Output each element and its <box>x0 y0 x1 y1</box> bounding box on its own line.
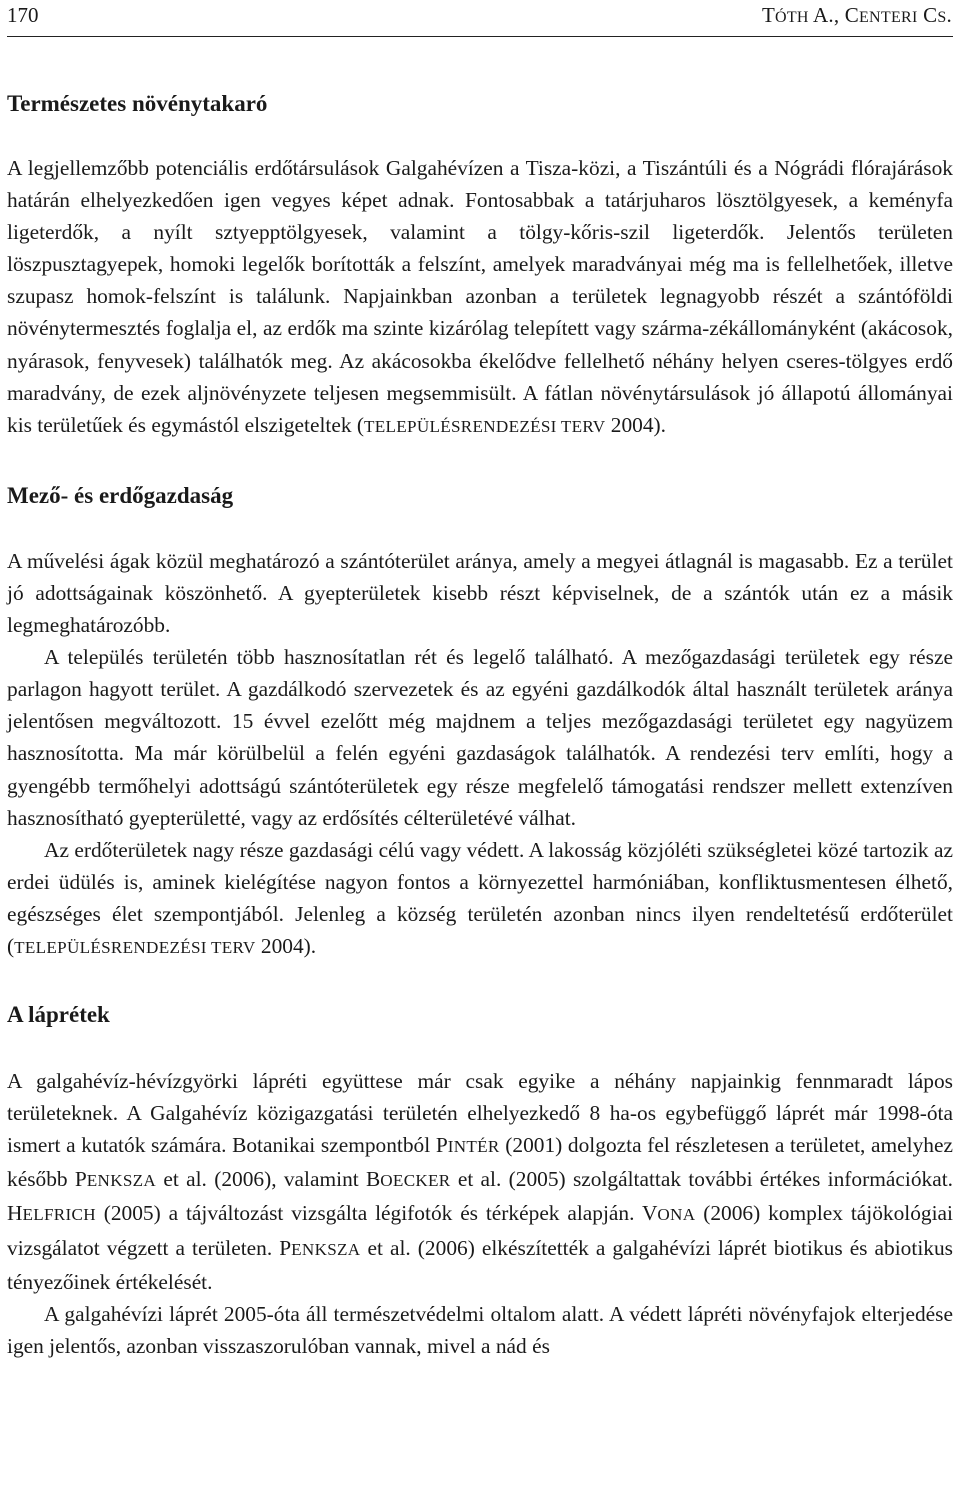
paragraph-termeszetes-novenytakaro: A legjellemzőbb potenciális erdőtársulások Galgahévízen a Tisza-közi, a Tiszántúli és a Nógrádi flórajárások határán elhelyezkedően igen vegyes képet adnak. Fontosabbak a tatárjuharos lösztölgyesek, a keményfa ligeterdők, a nyílt sztyepptölgyesek, valamint a tölgy-kőris-szil ligeterdők. Jelentős területen löszpusztagyepek, homoki legelők borították a felszínt, amelyek maradványai még ma is fellelhetőek, illetve szupasz homok-felszínt is találunk. Napjainkban azonban a területek legnagyobb részét a szántóföldi növénytermesztés foglalja el, az erdők ma szinte kizárólag telepített vagy szárma-zékállományként (akácosok, nyárasok, fenyvesek) találhatók meg. Az akácosokba ékelődve fellelhető néhány helyen cseres-tölgyes erdő maradvány, de ezek aljnövényzete teljesen megsemmisült. A fátlan növénytársulások jó állapotú állományai kis területűek és egymástól elszigeteltek (TELEPÜLÉSRENDEZÉSI TERV 2004). <box>7 156 953 437</box>
running-head-authors: TÓTH A., CENTERI CS. <box>761 3 952 27</box>
paragraph-mezo-3: Az erdőterületek nagy része gazdasági célú vagy védett. A lakosság közjóléti szükségletei közé tartozik az erdei üdülés is, aminek kielégítése nagyon fontos a környezettel harmóniában, konfliktusmentesen élhető, egészséges élet szempontjából. Jelenleg a község területén azonban nincs ilyen rendeltetésű erdőterület (TELEPÜLÉSRENDEZÉSI TERV 2004). <box>7 837 953 958</box>
citation-small-caps: TELEPÜLÉSRENDEZÉSI TERV <box>14 937 256 957</box>
section-heading-termeszetes-novenytakaro: Természetes növénytakaró <box>7 91 268 116</box>
paragraph-mezo-2: A település területén több hasznosítatlan rét és legelő található. A mezőgazdasági területek egy része parlagon hagyott terület. A gazdálkodó szervezetek és az egyéni gazdálkodók által használt területek aránya jelentősen megváltozott. 15 évvel ezelőtt még majdnem a teljes mezőgazdasági területet egy nagyüzem hasznosította. Ma már körülbelül a felén egyéni gazdaságok találhatók. A rendezési terv említi, hogy a gyengébb termőhelyi adottságú szántóterületek egy része megfelelő támogatási rendszer mellett extenzíven hasznosítható gyepterületté, vagy az erdősítés célterületévé válhat. <box>7 645 953 830</box>
citation-small-caps: TELEPÜLÉSRENDEZÉSI TERV <box>364 416 606 436</box>
document-page <box>7 0 953 1362</box>
paragraph-lapretek-1: A galgahévíz-hévízgyörki lápréti együttese már csak egyike a néhány napjainkig fennmaradt lápos területeknek. A Galgahévíz közigazgatási területén elhelyezkedő 8 ha-os egybefüggő láprét már 1998-óta ismert a kutatók számára. Botanikai szempontból PINTÉR (2001) dolgozta fel részletesen a területet, amelyhez később PENKSZA et al. (2006), valamint BOECKER et al. (2005) szolgáltattak további értékes információkat. HELFRICH (2005) a tájváltozást vizsgálta légifotók és térképek alapján. VONA (2006) komplex tájökológiai vizsgálatot végzett a területen. PENKSZA et al. (2006) elkészítették a galgahévízi láprét biotikus és abiotikus tényezőinek értékelését. <box>7 1069 953 1294</box>
paragraph-lapretek-2: A galgahévízi láprét 2005-óta áll természetvédelmi oltalom alatt. A védett lápréti növényfajok elterjedése igen jelentős, azonban visszaszorulóban vannak, mivel a nád és <box>7 1301 953 1358</box>
page-number: 170 <box>7 3 39 27</box>
running-header <box>7 0 953 41</box>
header-rule <box>7 36 953 37</box>
paragraph-mezo-1: A művelési ágak közül meghatározó a szántóterület aránya, amely a megyei átlagnál is magasabb. Ez a terület jó adottságainak köszönhető. A gyepterületek kisebb részt képviselnek, de a szántók után ez a másik legmeghatározóbb. <box>7 548 953 638</box>
section-heading-a-lapretek: A láprétek <box>7 1002 110 1028</box>
section-heading-mezo-es-erdogazdasag: Mező- és erdőgazdaság <box>7 482 234 508</box>
